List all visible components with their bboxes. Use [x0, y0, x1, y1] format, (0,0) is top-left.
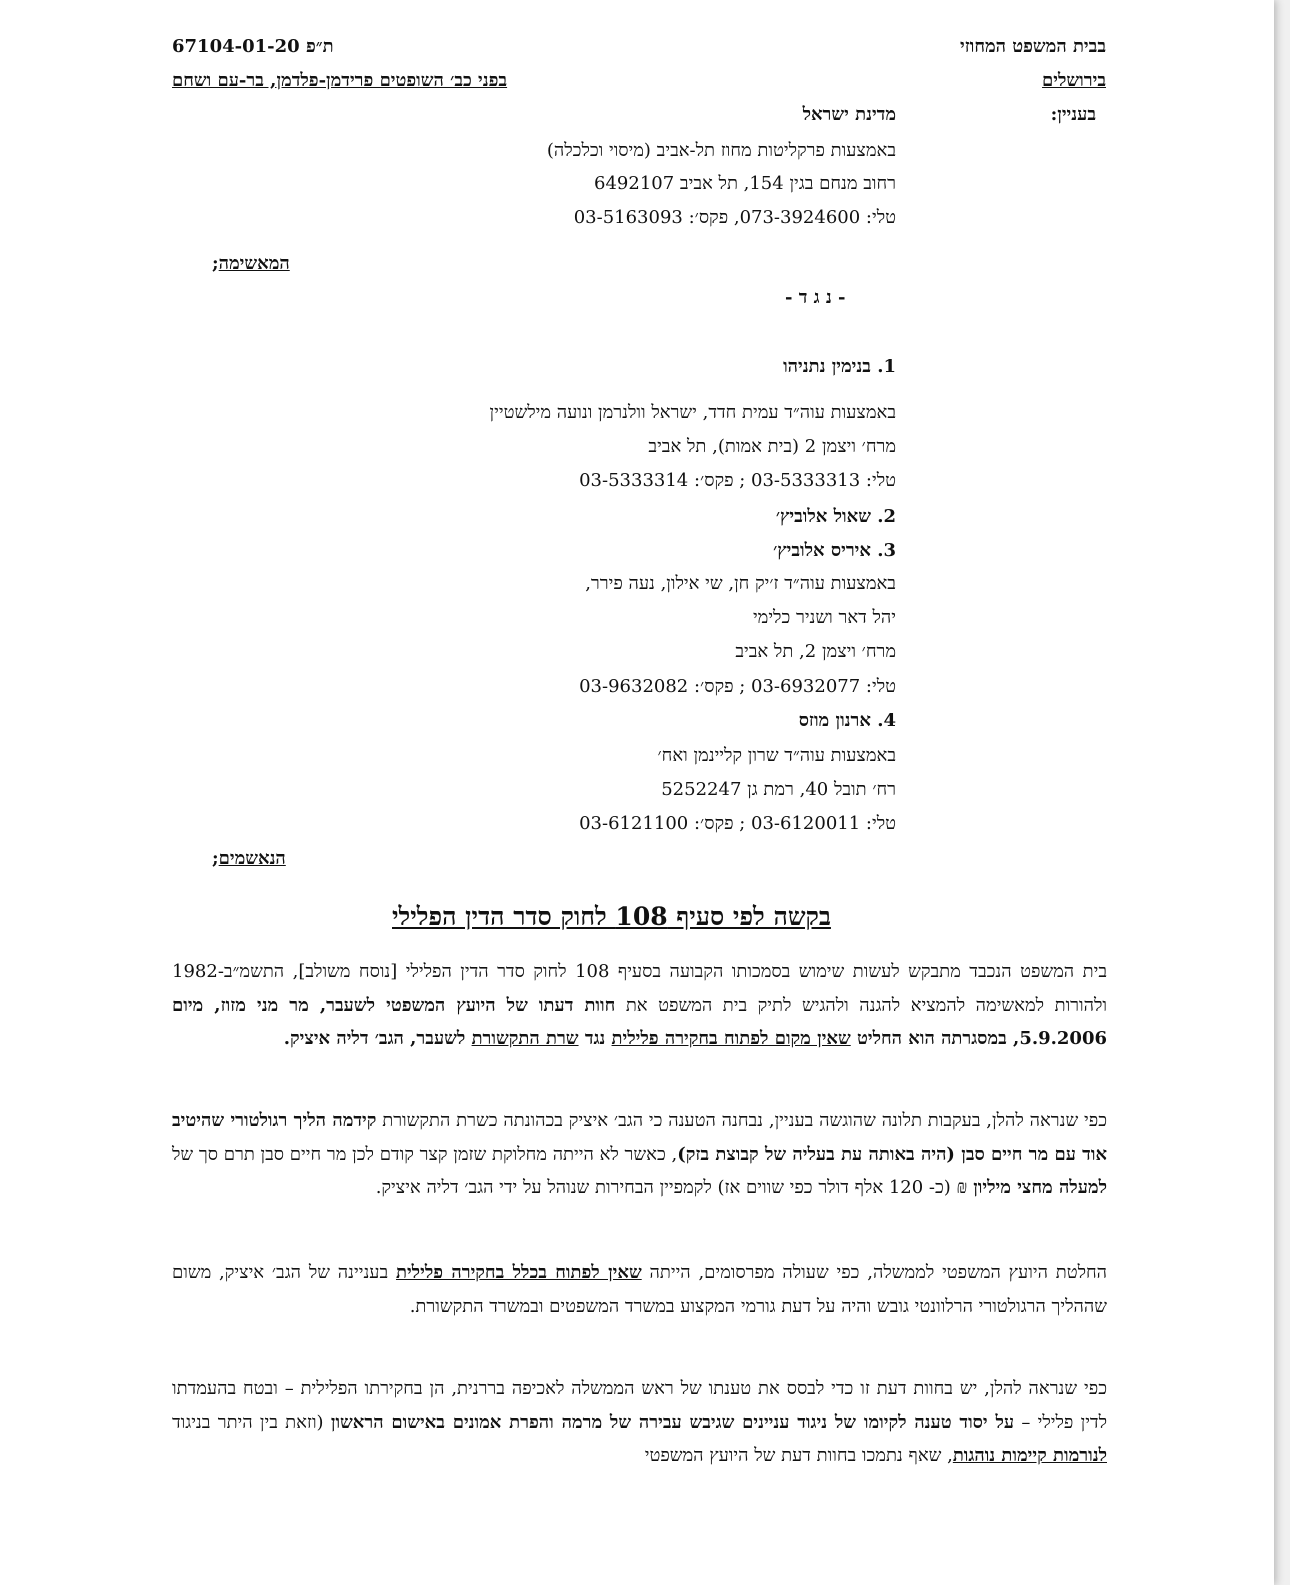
p1-bold-2: נגד	[578, 1028, 612, 1049]
p4-bold-1: על יסוד טענה לקיומו של ניגוד עניינים שגיבש עבירה של מרמה והפרת אמונים באישום הראשון	[330, 1411, 1015, 1433]
defendant-2-name: 2. שאול אלוביץ׳	[775, 506, 896, 527]
prosecution-name: מדינת ישראל	[802, 104, 896, 125]
matter-label: בעניין:	[1050, 104, 1096, 125]
prosecution-via: באמצעות פרקליטות מחוז תל-אביב (מיסוי וכלכלה)	[546, 140, 896, 161]
defendant-1-via: באמצעות עוה״ד עמית חדד, ישראל וולנרמן ונועה מילשטיין	[489, 402, 896, 423]
prosecution-role	[212, 253, 290, 274]
paragraph-1	[172, 955, 1107, 1056]
defendants-2-3-via-2: יהל דאר ושניר כלימי	[752, 607, 896, 628]
court-city: בירושלים	[1042, 70, 1106, 91]
defendant-3-name: 3. איריס אלוביץ׳	[773, 540, 896, 561]
defendants-2-3-via-1: באמצעות עוה״ד ז׳יק חן, שי אילון, נעה פירר,	[585, 573, 896, 594]
defendant-1-name: 1. בנימין נתניהו	[783, 356, 896, 377]
defendant-1-phones: טלי: 03-5333313 ; פקס׳: 03-5333314	[579, 470, 896, 491]
p1-bold-1: חוות דעתו של היועץ המשפטי לשעבר, מר מני מזוז, מיום 5.9.2006, במסגרתה הוא החליט	[172, 994, 1107, 1049]
paragraph-3	[172, 1256, 1107, 1323]
prosecution-address: רחוב מנחם בגין 154, תל אביב 6492107	[594, 173, 896, 194]
p4-text-2: (וזאת בין היתר בניגוד	[172, 1411, 331, 1433]
defendants-role	[212, 848, 286, 869]
p2-text-2: , כאשר לא הייתה מחלוקת שזמן קצר קודם לכן מר חיים סבן תרם סך של	[172, 1143, 678, 1165]
request-title: בקשה לפי סעיף 108 לחוק סדר הדין הפלילי	[392, 902, 831, 931]
defendants-2-3-phones: טלי: 03-6932077 ; פקס׳: 03-9632082	[579, 676, 896, 697]
prosecution-role-label: המאשימה	[218, 253, 290, 274]
case-id: 67104-01-20	[172, 36, 300, 57]
prosecution-phones: טלי: 073-3924600, פקס׳: 03-5163093	[573, 207, 896, 228]
case-prefix: ת״פ	[305, 36, 334, 57]
court-name: בבית המשפט המחוזי	[959, 36, 1106, 57]
judges-line: בפני כב׳ השופטים פרידמן-פלדמן, בר-עם ושחם	[172, 70, 508, 91]
p1-bold-3: לשעבר, הגב׳ דליה איציק.	[283, 1028, 472, 1049]
p4-bold-underline: לנורמות קיימות נוהגות	[952, 1445, 1107, 1466]
prosecution-role-suffix: ;	[212, 253, 219, 274]
p1-bold-underline-2: שרת התקשורת	[471, 1028, 579, 1049]
p2-text-3: ₪ (כ- 120 אלף דולר כפי שווים אז) לקמפיין הבחירות שנוהל על ידי הגב׳ דליה איציק.	[375, 1177, 974, 1198]
defendants-2-3-address: מרח׳ ויצמן 2, תל אביב	[735, 641, 896, 662]
paragraph-4	[172, 1372, 1107, 1473]
defendants-role-label: הנאשמים	[218, 848, 286, 869]
defendant-1-address: מרח׳ ויצמן 2 (בית אמות), תל אביב	[648, 436, 896, 457]
paragraph-2	[172, 1104, 1107, 1205]
p4-text-3: , שאף נתמכו בחוות דעת של היועץ המשפטי	[644, 1445, 953, 1466]
defendant-4-via: באמצעות עוה״ד שרון קליינמן ואח׳	[657, 745, 896, 766]
case-number	[172, 36, 334, 57]
defendant-4-name: 4. ארנון מוזס	[798, 710, 896, 731]
p2-bold-2: למעלה מחצי מיליון	[973, 1177, 1107, 1198]
p1-text: בית המשפט הנכבד מתבקש לעשות שימוש בסמכותו הקבועה בסעיף 108 לחוק סדר הדין הפלילי [נוסח משולב], התשמ״ב-1982 ולהורות למאשימה להמציא להגנה ולהגיש לתיק בית המשפט את	[172, 961, 1107, 1016]
p2-bold-1: קידמה הליך רגולטורי שהיטיב אוד עם מר חיים סבן (היה באותה עת בעליה של קבוצת בזק)	[172, 1110, 1108, 1165]
defendant-4-phones: טלי: 03-6120011 ; פקס׳: 03-6121100	[579, 813, 896, 834]
p4-text-1: כפי שנראה להלן, יש בחוות דעת זו כדי לבסס את טענתו של ראש הממשלה לאכיפה בררנית, הן בחקירתו הפלילית – ובטח בהעמדתו לדין פלילי –	[172, 1378, 1107, 1433]
p3-text-1: החלטת היועץ המשפטי לממשלה, כפי שעולה מפרסומים, הייתה	[641, 1262, 1108, 1283]
versus-label: - נ ג ד -	[785, 287, 846, 308]
defendant-4-address: רח׳ תובל 40, רמת גן 5252247	[661, 779, 896, 800]
p1-bold-underline-1: שאין מקום לפתוח בחקירה פלילית	[611, 1028, 851, 1049]
defendants-role-suffix: ;	[212, 848, 219, 869]
p2-text-1: כפי שנראה להלן, בעקבות תלונה שהוגשה בעניין, נבחנה הטענה כי הגב׳ איציק בכהונתה כשרת התקשורת	[376, 1110, 1107, 1131]
p3-bold-underline: שאין לפתוח בכלל בחקירה פלילית	[395, 1262, 642, 1283]
p3-text-2: בעניינה של הגב׳ איציק, משום שההליך הרגולטורי הרלוונטי גובש והיה על דעת גורמי המקצוע במשרד המשפטים ובמשרד התקשורת.	[172, 1262, 1107, 1317]
